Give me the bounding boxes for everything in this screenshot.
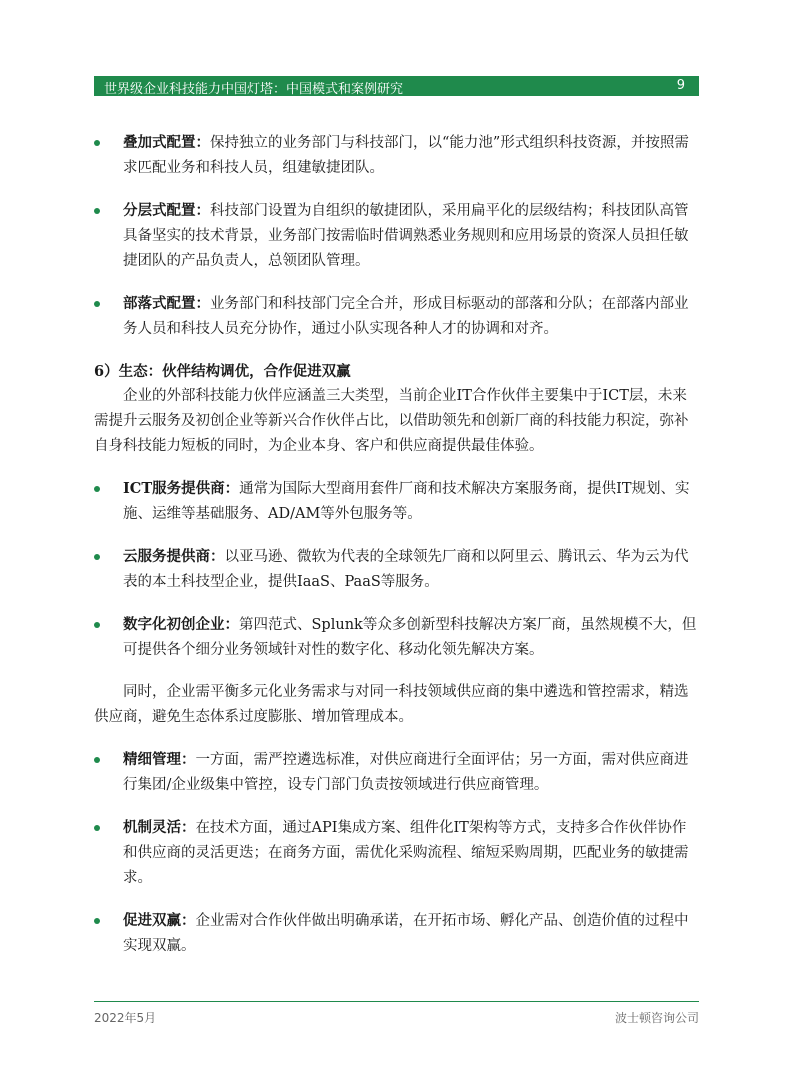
list-item — [94, 815, 699, 891]
bullet-text: 通常为国际大型商用套件厂商和技术解决方案服务商，提供IT规划、实施、运维等基础服务、AD/AM等外包服务等。 — [123, 481, 690, 522]
section-title: 6）生态：伙伴结构调优，合作促进双赢 — [94, 363, 351, 380]
paragraph: 同时，企业需平衡多元化业务需求与对同一科技领域供应商的集中遴选和管控需求，精选供应商，避免生态体系过度膨胀、增加管理成本。 — [94, 684, 689, 725]
section-intro: 企业的外部科技能力伙伴应涵盖三大类型，当前企业IT合作伙伴主要集中于ICT层，未来需提升云服务及初创企业等新兴合作伙伴占比，以借助领先和创新厂商的科技能力积淀，弥补自身科技能力短板的同时，为企业本身、客户和供应商提供最佳体验。 — [94, 388, 689, 454]
list-item — [94, 291, 699, 342]
bullet-text: 在技术方面，通过API集成方案、组件化IT架构等方式，支持多合作伙伴协作和供应商的灵活更迭；在商务方面，需优化采购流程、缩短采购周期，匹配业务的敏捷需求。 — [123, 820, 689, 886]
bullet-text: 第四范式、Splunk等众多创新型科技解决方案厂商，虽然规模不大，但可提供各个细分业务领域针对性的数字化、移动化领先解决方案。 — [123, 617, 697, 658]
bullet-term: 数字化初创企业： — [123, 616, 239, 633]
bullet-text: 业务部门和科技部门完全合并，形成目标驱动的部落和分队；在部落内部业务人员和科技人员充分协作，通过小队实现各种人才的协调和对齐。 — [123, 296, 689, 337]
list-item — [94, 476, 699, 527]
bullet-term: 精细管理： — [123, 751, 196, 768]
header-title: 世界级企业科技能力中国灯塔：中国模式和案例研究 — [104, 82, 404, 97]
bullet-text: 保持独立的业务部门与科技部门，以“能力池”形式组织科技资源，并按照需求匹配业务和科技人员，组建敏捷团队。 — [123, 135, 689, 176]
list-item — [94, 612, 699, 663]
bullet-text: 科技部门设置为自组织的敏捷团队，采用扁平化的层级结构；科技团队高管具备坚实的技术背景，业务部门按需临时借调熟悉业务规则和应用场景的资深人员担任敏捷团队的产品负责人，总领团队管理。 — [123, 203, 689, 269]
bullet-term: 叠加式配置： — [123, 134, 210, 151]
bullet-term: 机制灵活： — [123, 819, 196, 836]
bullet-dot-icon — [94, 554, 100, 560]
bullet-term: ICT服务提供商： — [123, 480, 240, 497]
footer-org: 波士顿咨询公司 — [614, 1011, 699, 1025]
bullet-dot-icon — [94, 622, 100, 628]
bullet-dot-icon — [94, 918, 100, 924]
bullet-term: 促进双赢： — [123, 912, 196, 929]
list-item — [94, 908, 699, 959]
bullet-dot-icon — [94, 825, 100, 831]
page-number: 9 — [676, 78, 685, 93]
bullet-dot-icon — [94, 486, 100, 492]
header-bar — [94, 76, 699, 96]
bullet-dot-icon — [94, 757, 100, 763]
bullet-text: 企业需对合作伙伴做出明确承诺，在开拓市场、孵化产品、创造价值的过程中实现双赢。 — [123, 913, 689, 954]
bullet-dot-icon — [94, 208, 100, 214]
bullet-term: 云服务提供商： — [123, 548, 225, 565]
list-item — [94, 130, 699, 181]
bullet-text: 以亚马逊、微软为代表的全球领先厂商和以阿里云、腾讯云、华为云为代表的本土科技型企业，提供IaaS、PaaS等服务。 — [123, 549, 689, 590]
list-item — [94, 544, 699, 595]
footer-divider — [94, 1001, 699, 1002]
footer-date: 2022年5月 — [94, 1011, 157, 1025]
bullet-term: 分层式配置： — [123, 202, 210, 219]
main-content — [94, 130, 699, 976]
bullet-dot-icon — [94, 301, 100, 307]
bullet-text: 一方面，需严控遴选标准，对供应商进行全面评估；另一方面，需对供应商进行集团/企业级集中管控，设专门部门负责按领域进行供应商管理。 — [123, 752, 689, 793]
list-item — [94, 747, 699, 798]
bullet-dot-icon — [94, 140, 100, 146]
bullet-term: 部落式配置： — [123, 295, 210, 312]
list-item — [94, 198, 699, 274]
